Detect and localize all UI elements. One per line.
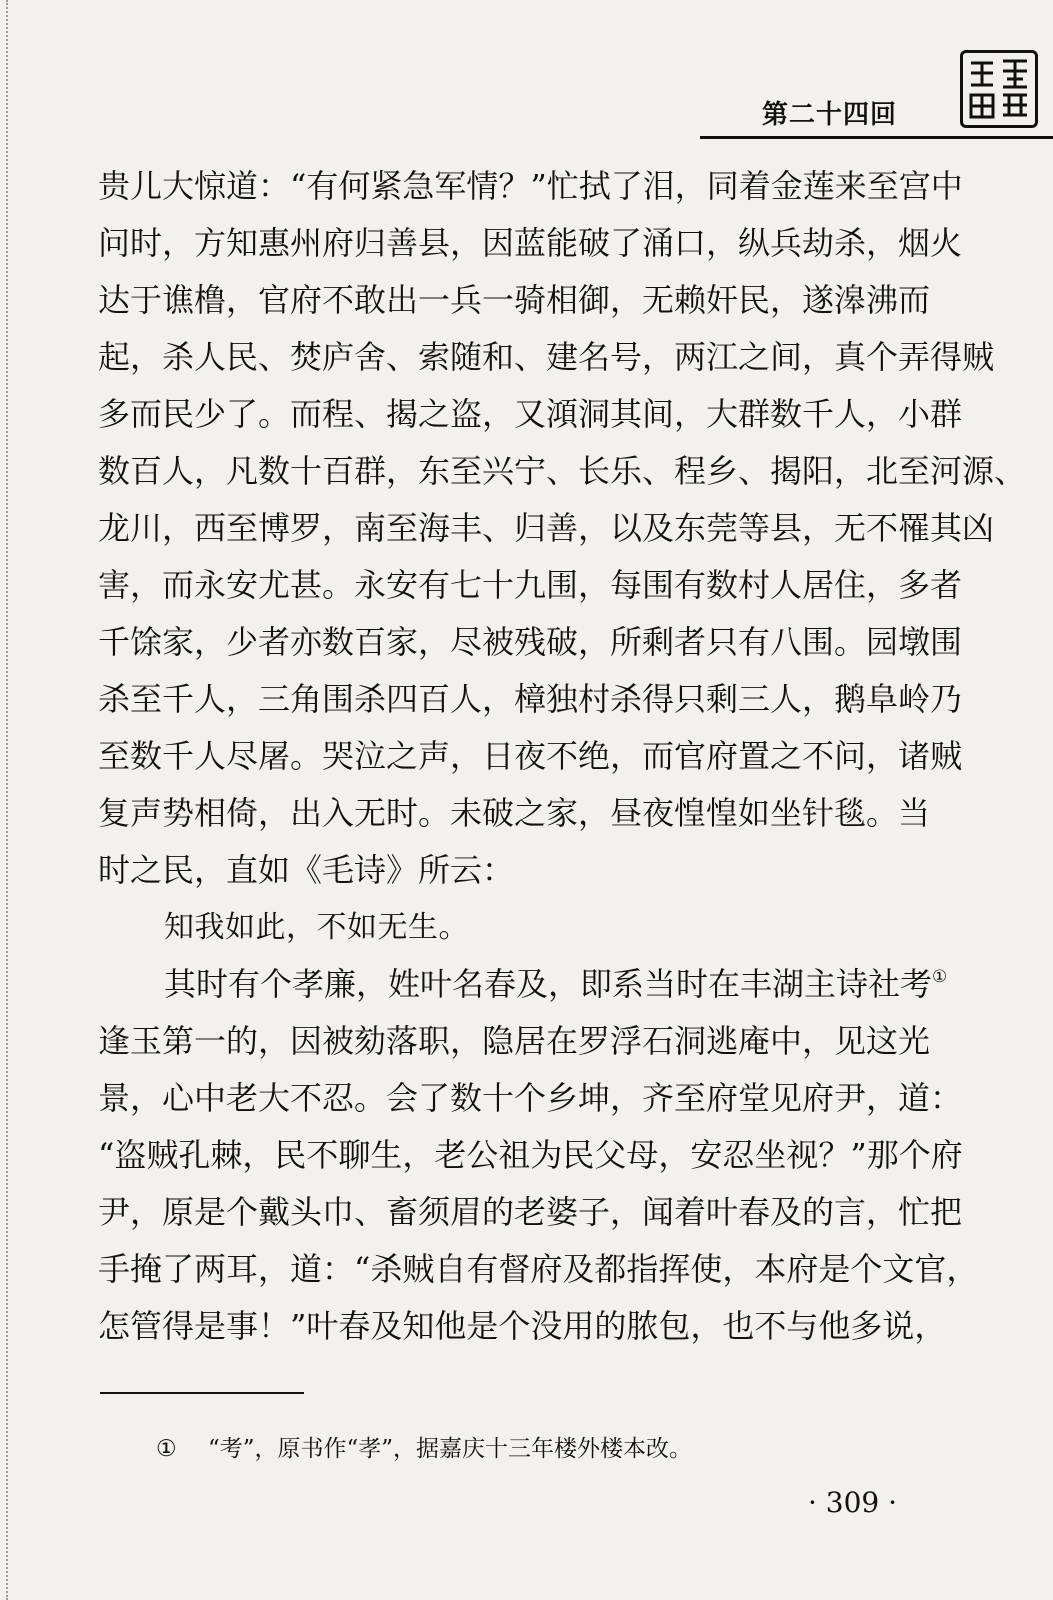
text-line: 达于谯橹，官府不敢出一兵一骑相御，无赖奸民，遂滜沸而 xyxy=(98,281,931,319)
text-line: 贵儿大惊道：“有何紧急军情？”忙拭了泪，同着金莲来至宫中 xyxy=(98,167,963,205)
text-line xyxy=(98,956,948,1013)
text-line: 龙川，西至博罗，南至海丰、归善，以及东莞等县，无不罹其凶 xyxy=(98,509,995,547)
text-line: 逢玉第一的，因被劾落职，隐居在罗浮石洞逃庵中，见这光 xyxy=(98,1022,931,1060)
text-line: 至数千人尽屠。哭泣之声，日夜不绝，而官府置之不问，诸贼 xyxy=(98,737,963,775)
main-text xyxy=(98,158,1027,1355)
text-line: “盗贼孔棘，民不聊生，老公祖为民父母，安忍坐视？”那个府 xyxy=(98,1136,963,1174)
header-rule xyxy=(700,136,1053,139)
text-line: 尹，原是个戴头巾、畜须眉的老婆子，闻着叶春及的言，忙把 xyxy=(98,1193,963,1231)
paragraph-start: 其时有个孝廉，姓叶名春及，即系当时在丰湖主诗社考 xyxy=(164,965,933,1003)
text-line: 问时，方知惠州府归善县，因蓝能破了涌口，纵兵劫杀，烟火 xyxy=(98,224,963,262)
text-line: 多而民少了。而程、揭之盗，又澒洞其间，大群数千人，小群 xyxy=(98,395,963,433)
footnote-marker: ① xyxy=(156,1436,177,1462)
text-line: 景，心中老大不忍。会了数十个乡坤，齐至府堂见府尹，道： xyxy=(98,1079,963,1117)
text-line: 杀至千人，三角围杀四百人，樟独村杀得只剩三人，鹅阜岭乃 xyxy=(98,680,963,718)
page-edge xyxy=(0,0,8,1600)
text-line: 怎管得是事！”叶春及知他是个没用的脓包，也不与他多说， xyxy=(98,1307,947,1345)
seal-logo xyxy=(960,50,1038,128)
text-line: 时之民，直如《毛诗》所云： xyxy=(98,851,515,889)
footnote-reference[interactable]: ① xyxy=(932,967,948,987)
poem-quote: 知我如此，不如无生。 xyxy=(164,910,469,945)
footnote xyxy=(156,1430,692,1463)
footnote-divider xyxy=(100,1392,304,1394)
footnote-text: “考”，原书作“孝”，据嘉庆十三年楼外楼本改。 xyxy=(208,1436,693,1462)
text-line: 数百人，凡数十百群，东至兴宁、长乐、程乡、揭阳，北至河源、 xyxy=(98,452,1027,490)
text-line: 手掩了两耳，道：“杀贼自有督府及都指挥使，本府是个文官， xyxy=(98,1250,979,1288)
page-number: · 309 · xyxy=(808,1486,898,1519)
text-line: 起，杀人民、焚庐舍、索随和、建名号，两江之间，真个弄得贼 xyxy=(98,338,995,376)
text-line: 复声势相倚，出入无时。未破之家，昼夜惶惶如坐针毯。当 xyxy=(98,794,931,832)
text-line: 害，而永安尤甚。永安有七十九围，每围有数村人居住，多者 xyxy=(98,566,963,604)
text-line: 千馀家，少者亦数百家，尽被残破，所剩者只有八围。园墩围 xyxy=(98,623,963,661)
chapter-title: 第二十四回 xyxy=(762,100,898,130)
